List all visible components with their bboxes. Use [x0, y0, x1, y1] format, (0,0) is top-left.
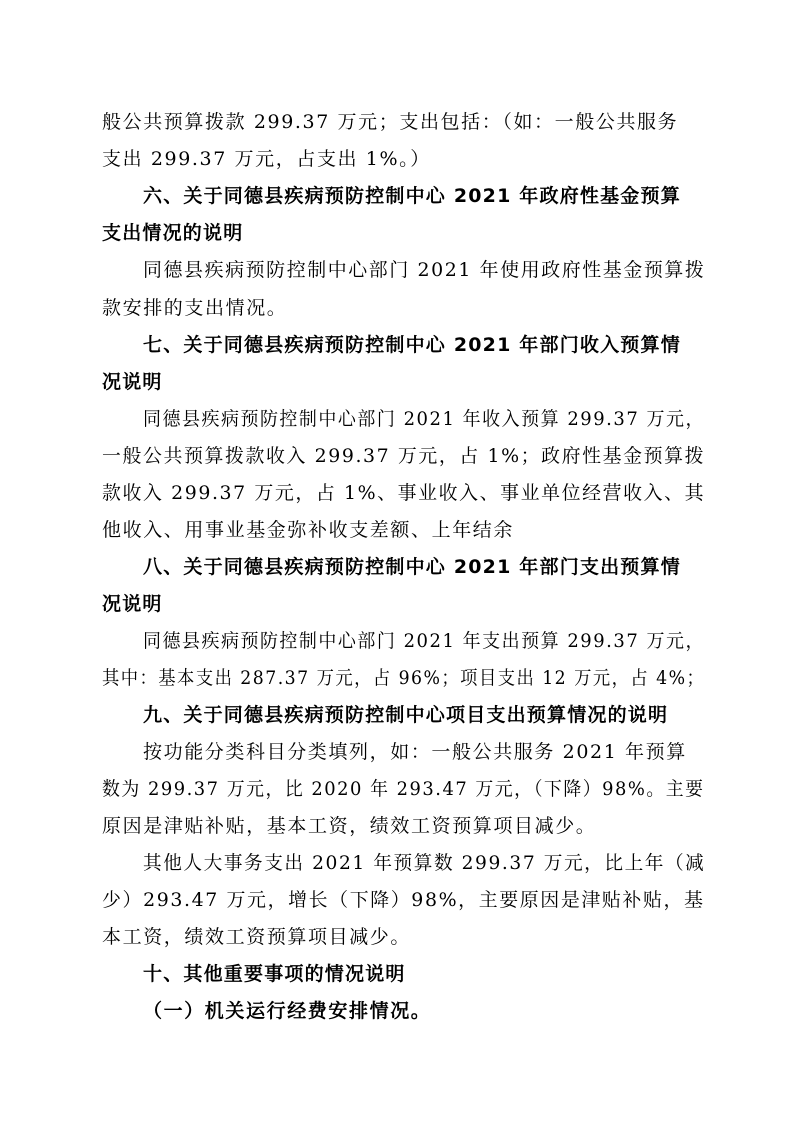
- section-heading-8-cont: 况说明: [102, 593, 163, 615]
- section-heading-6-cont: 支出情况的说明: [102, 222, 244, 244]
- text-line-6: 款安排的支出情况。: [102, 297, 288, 319]
- text-line-5: 同德县疾病预防控制中心部门 2021 年使用政府性基金预算拨: [143, 259, 706, 281]
- text-line-12: 他收入、用事业基金弥补收支差额、上年结余: [102, 519, 515, 541]
- text-line-22: 少）293.47 万元，增长（下降）98%，主要原因是津贴补贴，基: [102, 889, 705, 911]
- text-line-9: 同德县疾病预防控制中心部门 2021 年收入预算 299.37 万元，: [143, 408, 705, 430]
- text-line-11: 款收入 299.37 万元，占 1%、事业收入、事业单位经营收入、其: [102, 482, 706, 504]
- text-line-23: 本工资，绩效工资预算项目减少。: [102, 926, 412, 948]
- section-heading-8: 八、关于同德县疾病预防控制中心 2021 年部门支出预算情: [143, 556, 681, 578]
- section-heading-7: 七、关于同德县疾病预防控制中心 2021 年部门收入预算情: [143, 334, 681, 356]
- text-line-15: 同德县疾病预防控制中心部门 2021 年支出预算 299.37 万元，: [143, 630, 705, 652]
- section-heading-7-cont: 况说明: [102, 371, 163, 393]
- section-heading-9: 九、关于同德县疾病预防控制中心项目支出预算情况的说明: [143, 704, 669, 726]
- section-heading-10: 十、其他重要事项的情况说明: [143, 963, 406, 985]
- text-line-2: 支出 299.37 万元，占支出 1%。）: [102, 148, 431, 170]
- text-line-10: 一般公共预算拨款收入 299.37 万元，占 1%；政府性基金预算拨: [102, 445, 706, 467]
- text-line-21: 其他人大事务支出 2021 年预算数 299.37 万元，比上年（减: [143, 852, 706, 874]
- section-heading-6: 六、关于同德县疾病预防控制中心 2021 年政府性基金预算: [143, 185, 681, 207]
- text-line-19: 数为 299.37 万元，比 2020 年 293.47 万元，（下降）98%。主要: [102, 778, 705, 800]
- subsection-heading-1: （一）机关运行经费安排情况。: [143, 1000, 432, 1022]
- text-line-20: 原因是津贴补贴，基本工资，绩效工资预算项目减少。: [102, 815, 597, 837]
- text-line-1: 般公共预算拨款 299.37 万元；支出包括：（如：一般公共服务: [102, 111, 679, 133]
- text-line-16: 其中：基本支出 287.37 万元，占 96%；项目支出 12 万元，占 4%；: [102, 667, 706, 689]
- text-line-18: 按功能分类科目分类填列，如：一般公共服务 2021 年预算: [143, 741, 687, 763]
